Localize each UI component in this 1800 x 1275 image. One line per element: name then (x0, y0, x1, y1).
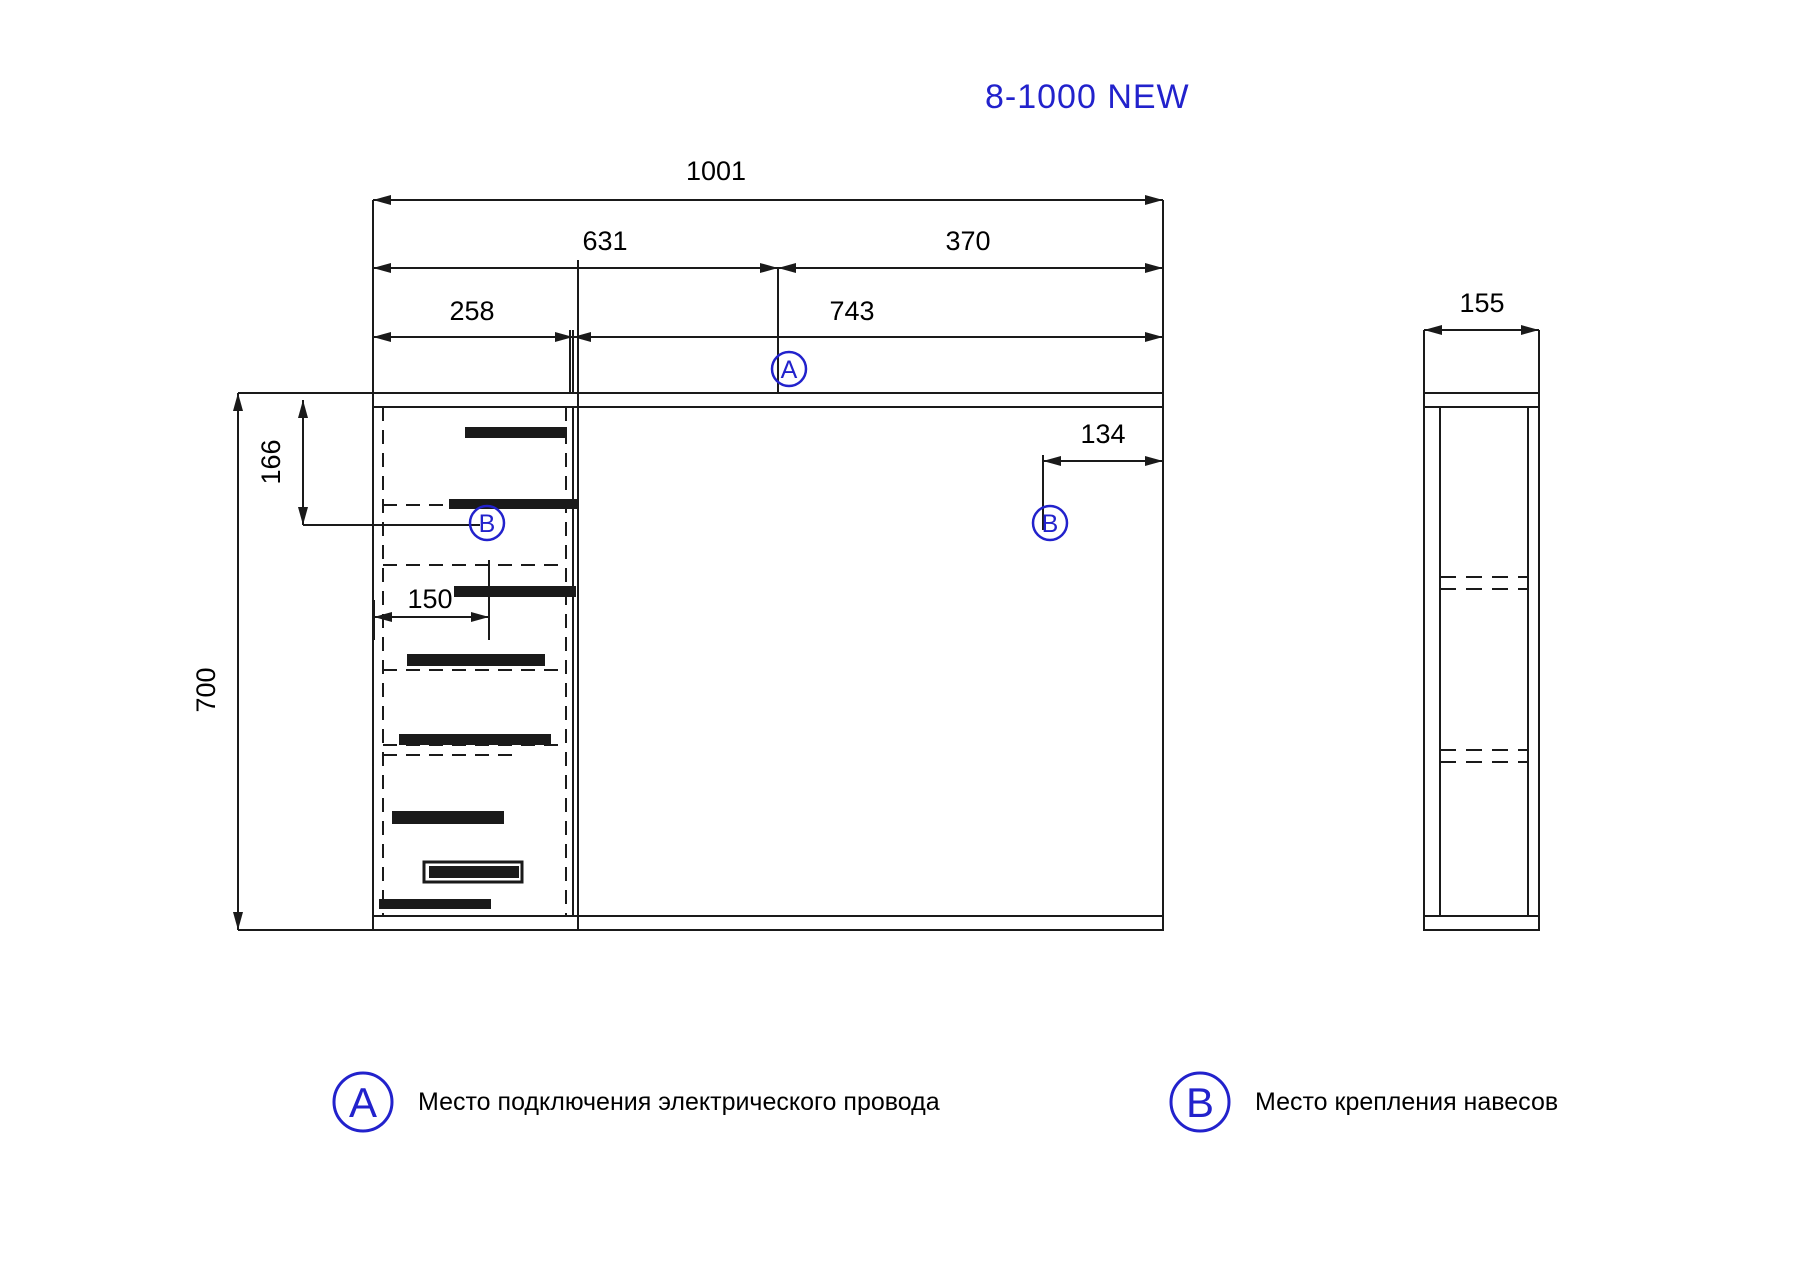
dim-height: 700 (191, 667, 221, 713)
legend-b-text: Место крепления навесов (1255, 1088, 1559, 1116)
dim-side-depth: 155 (1459, 288, 1505, 318)
dim-right-mount-offset: 134 (1080, 419, 1126, 449)
dim-left-door: 258 (449, 296, 495, 326)
dim-left-section: 631 (582, 226, 628, 256)
dim-right-section: 370 (945, 226, 991, 256)
marker-b-label-left: B (478, 510, 496, 538)
legend-b-symbol: B (1185, 1079, 1215, 1126)
marker-b-label-right: B (1041, 510, 1059, 538)
legend-a-symbol: A (348, 1079, 378, 1126)
dim-total-width: 1001 (685, 156, 747, 186)
dim-top-offset: 166 (256, 439, 286, 485)
marker-a-label: A (780, 356, 798, 384)
dim-shelf-depth: 150 (407, 584, 453, 614)
drawing-title: 8-1000 NEW (985, 78, 1190, 116)
legend-a-text: Место подключения электрического провода (418, 1088, 940, 1116)
dim-right-span: 743 (829, 296, 875, 326)
